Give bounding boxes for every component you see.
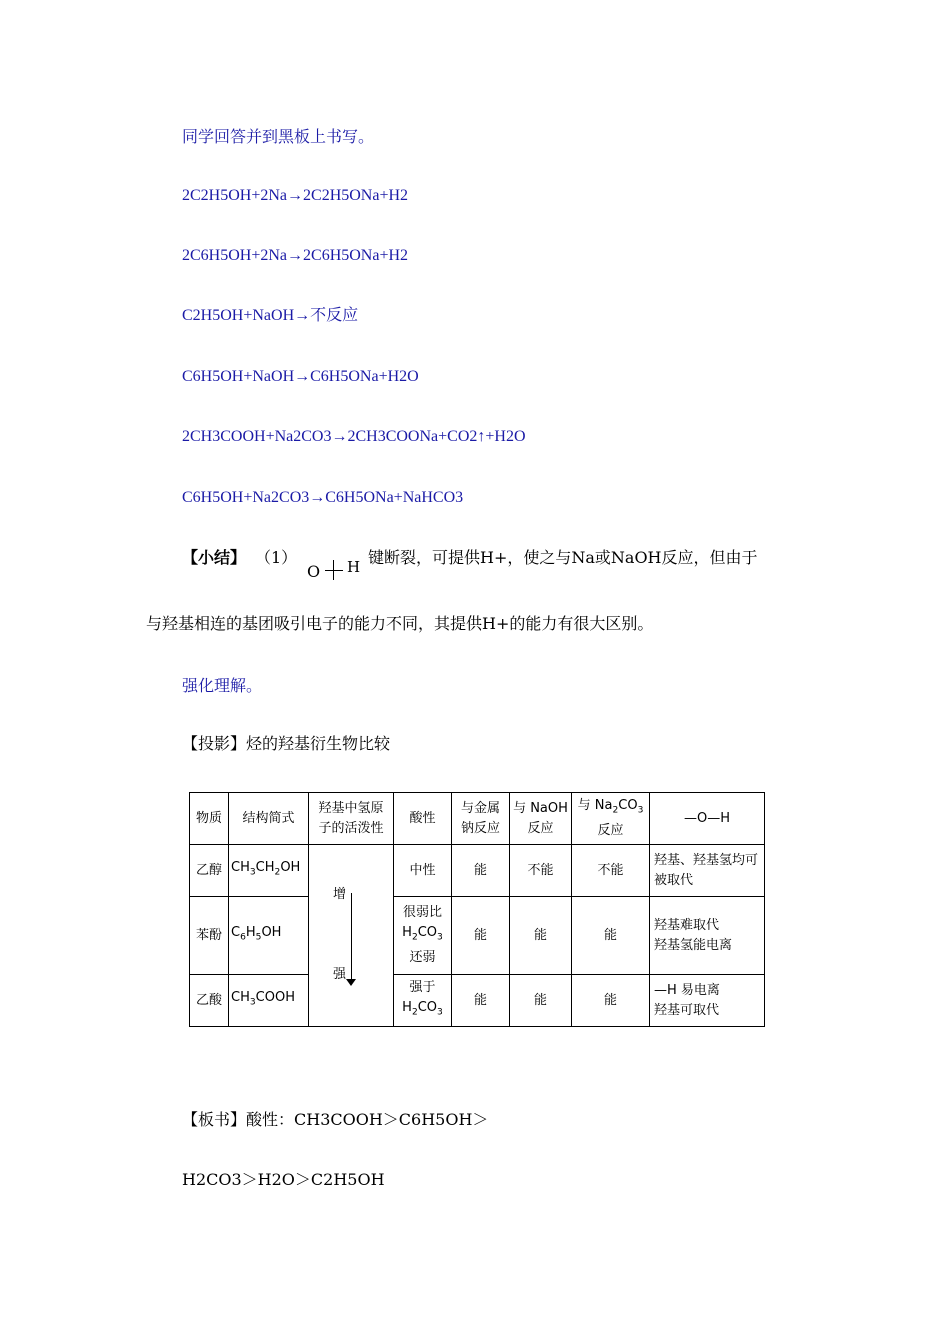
projection-title: 【投影】烃的羟基衍生物比较 — [182, 734, 391, 753]
header-substance: 物质 — [190, 793, 229, 845]
down-arrow-icon — [346, 979, 356, 986]
row-phenol-formula: $C_6H_5OH$ — [229, 897, 309, 975]
summary-label: 【小结】 — [182, 548, 247, 567]
row-acetic-acidity: 强于 $H_2CO_3$ — [394, 975, 452, 1027]
table-row — [190, 897, 765, 975]
row-ethanol-formula: $CH_3CH_2OH$ — [229, 845, 309, 897]
bond-line — [325, 570, 343, 571]
equation-4: C6H5OH+NaOH→C6H5ONa+H2O — [182, 368, 419, 385]
row-phenol-naoh: 能 — [510, 897, 572, 975]
row-ethanol-note: 羟基、羟基氢均可 被取代 — [650, 845, 765, 897]
table-header-row — [190, 793, 765, 845]
board-line-2: H2CO3＞H2O＞C2H5OH — [182, 1170, 385, 1189]
summary-number: （1） — [255, 548, 298, 567]
summary-text-2: 与羟基相连的基团吸引电子的能力不同，其提供H+的能力有很大区别。 — [146, 614, 654, 633]
row-acetic-metal: 能 — [452, 975, 510, 1027]
row-phenol-metal: 能 — [452, 897, 510, 975]
table-row — [190, 845, 765, 897]
row-acetic-na2co3: 能 — [572, 975, 650, 1027]
oh-bond-diagram — [305, 556, 369, 584]
row-acetic-naoh: 能 — [510, 975, 572, 1027]
row-acetic-note: —H 易电离 羟基可取代 — [650, 975, 765, 1027]
header-activity: 羟基中氢原 子的活泼性 — [309, 793, 394, 845]
equation-2: 2C6H5OH+2Na→2C6H5ONa+H2 — [182, 247, 409, 264]
comparison-table — [189, 792, 765, 1027]
row-ethanol-name: 乙醇 — [190, 845, 229, 897]
row-phenol-note: 羟基难取代 羟基氢能电离 — [650, 897, 765, 975]
row-acetic-formula: $CH_3COOH$ — [229, 975, 309, 1027]
equation-6: C6H5OH+Na2CO3→C6H5ONa+NaHCO3 — [182, 489, 464, 506]
row-ethanol-acidity: 中性 — [394, 845, 452, 897]
table-row — [190, 975, 765, 1027]
row-ethanol-metal: 能 — [452, 845, 510, 897]
trend-arrow-shaft — [351, 893, 352, 983]
header-na2co3: 与 $Na_2CO_3$ 反应 — [572, 793, 650, 845]
reinforce-text: 强化理解。 — [182, 676, 263, 695]
bond-o-label: O — [307, 562, 321, 581]
row-phenol-na2co3: 能 — [572, 897, 650, 975]
header-metal: 与金属 钠反应 — [452, 793, 510, 845]
summary-text-1: 键断裂，可提供H+，使之与Na或NaOH反应，但由于 — [368, 548, 758, 567]
header-formula: 结构简式 — [229, 793, 309, 845]
header-acidity: 酸性 — [394, 793, 452, 845]
header-naoh: 与 NaOH 反应 — [510, 793, 572, 845]
equation-5: 2CH3COOH+Na2CO3→2CH3COONa+CO2↑+H2O — [182, 428, 526, 445]
bond-h-label: H — [347, 558, 361, 576]
row-acetic-name: 乙酸 — [190, 975, 229, 1027]
equation-1: 2C2H5OH+2Na→2C2H5ONa+H2 — [182, 187, 409, 204]
trend-up-label: 增 — [333, 887, 347, 902]
board-line-1: 【板书】酸性：CH3COOH＞C6H5OH＞ — [182, 1110, 489, 1129]
header-oh: —O—H — [650, 793, 765, 845]
row-ethanol-na2co3: 不能 — [572, 845, 650, 897]
equation-3: C2H5OH+NaOH→不反应 — [182, 307, 359, 324]
activity-trend-cell — [309, 845, 394, 1027]
intro-text: 同学回答并到黑板上书写。 — [182, 127, 375, 146]
row-ethanol-naoh: 不能 — [510, 845, 572, 897]
row-phenol-acidity: 很弱比 $H_2CO_3$ 还弱 — [394, 897, 452, 975]
trend-strong-label: 强 — [333, 967, 347, 982]
row-phenol-name: 苯酚 — [190, 897, 229, 975]
bond-break-mark — [333, 560, 334, 580]
